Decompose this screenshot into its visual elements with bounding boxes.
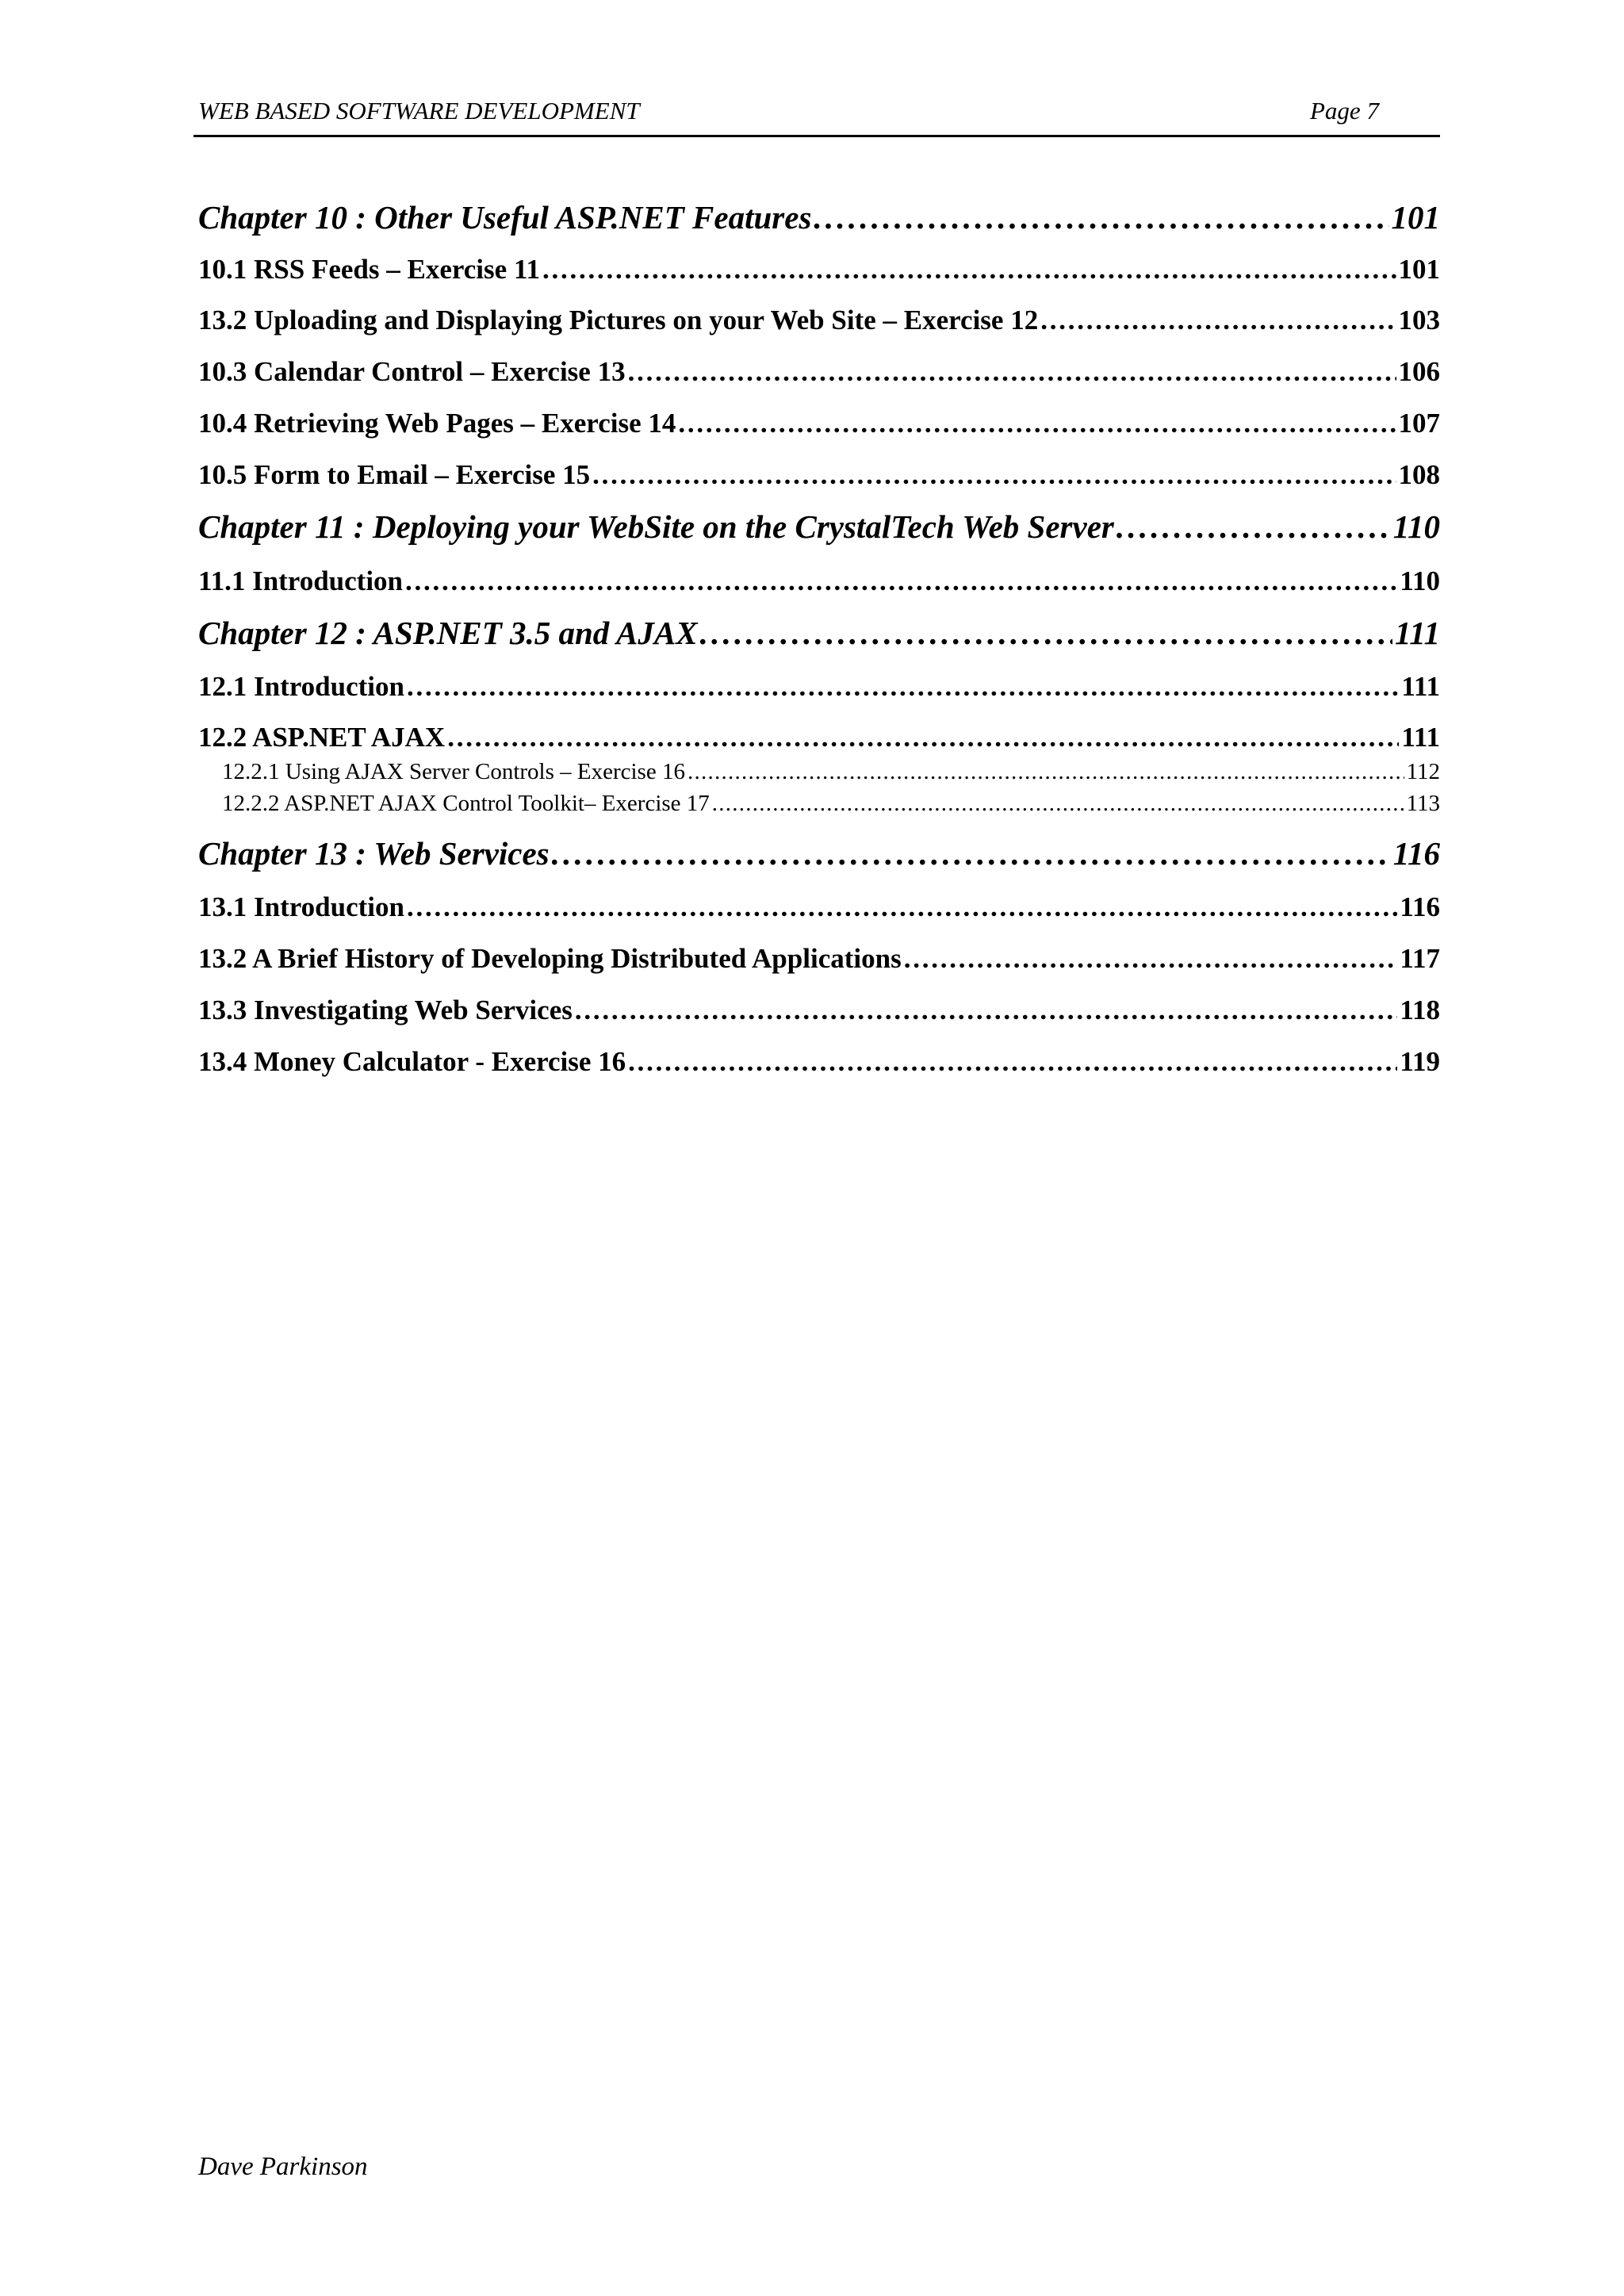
toc-entry-page: 106 [1398,356,1440,387]
toc-entry-chapter[interactable] [198,614,1440,652]
page-number: Page 7 [1310,97,1379,125]
toc-entry-text: 12.2 ASP.NET AJAX [198,722,446,753]
toc-entry-section[interactable] [198,565,1440,597]
toc-entry-section[interactable] [198,408,1440,439]
toc-entry-chapter[interactable] [198,508,1440,546]
toc-entry-page: 108 [1398,459,1440,490]
toc-entry-page: 116 [1400,891,1440,922]
toc-entry-section[interactable] [198,671,1440,703]
toc-entry-text: 13.3 Investigating Web Services [198,995,573,1025]
toc-entry-section[interactable] [198,459,1440,491]
toc-entry-text: Chapter 13 : Web Services [198,835,550,872]
toc-entry-page: 103 [1398,305,1440,335]
toc-entry-section[interactable] [198,254,1440,286]
toc-entry-section[interactable] [198,943,1440,975]
toc-entry-text: 12.2.1 Using AJAX Server Controls – Exercise 16 [222,759,685,784]
toc-entry-text: 12.1 Introduction [198,671,404,702]
toc-entry-page: 111 [1401,671,1440,702]
toc-entry-text: 13.2 A Brief History of Developing Distributed Applications [198,943,902,974]
toc-entry-page: 119 [1400,1046,1440,1077]
toc-entry-text: Chapter 12 : ASP.NET 3.5 and AJAX [198,615,698,651]
toc-entry-text: 11.1 Introduction [198,565,404,596]
toc-entry-text: 10.5 Form to Email – Exercise 15 [198,459,591,490]
toc-entry-page: 111 [1401,722,1440,753]
toc-entry-section[interactable] [198,305,1440,336]
toc-entry-page: 116 [1392,835,1440,872]
author-footer: Dave Parkinson [198,2152,368,2181]
toc-entry-chapter[interactable] [198,834,1440,872]
toc-entry-text: 12.2.2 ASP.NET AJAX Control Toolkit– Exercise 17 [222,791,710,816]
toc-entry-page: 117 [1400,943,1440,974]
document-title: WEB BASED SOFTWARE DEVELOPMENT [198,97,640,125]
toc-entry-text: 13.4 Money Calculator - Exercise 16 [198,1046,626,1077]
toc-entry-page: 110 [1400,565,1440,596]
toc-entry-subsection[interactable] [222,759,1440,785]
toc-entry-text: 13.2 Uploading and Displaying Pictures on your Web Site – Exercise 12 [198,305,1039,335]
toc-entry-chapter[interactable] [198,198,1440,236]
toc-entry-text: Chapter 11 : Deploying your WebSite on the CrystalTech Web Server [198,508,1114,545]
toc-entry-page: 101 [1398,254,1440,285]
toc-entry-page: 111 [1395,615,1440,651]
toc-entry-page: 113 [1406,791,1440,816]
toc-entry-text: 10.1 RSS Feeds – Exercise 11 [198,254,541,285]
toc-entry-text: Chapter 10 : Other Useful ASP.NET Features [198,199,812,236]
toc-entry-section[interactable] [198,995,1440,1026]
toc-entry-page: 107 [1398,408,1440,439]
toc-entry-text: 10.4 Retrieving Web Pages – Exercise 14 [198,408,676,439]
toc-entry-section[interactable] [198,1046,1440,1078]
toc-entry-page: 101 [1391,199,1440,236]
toc-entry-page: 118 [1400,995,1440,1025]
toc-entry-page: 112 [1406,759,1440,784]
toc-entry-subsection[interactable] [222,791,1440,817]
page-header [193,94,1440,137]
toc-entry-text: 10.3 Calendar Control – Exercise 13 [198,356,626,387]
toc-entry-section[interactable] [198,356,1440,388]
toc-entry-section[interactable] [198,722,1440,753]
toc-entry-section[interactable] [198,891,1440,923]
toc-entry-page: 110 [1392,508,1440,545]
toc-entry-text: 13.1 Introduction [198,891,404,922]
